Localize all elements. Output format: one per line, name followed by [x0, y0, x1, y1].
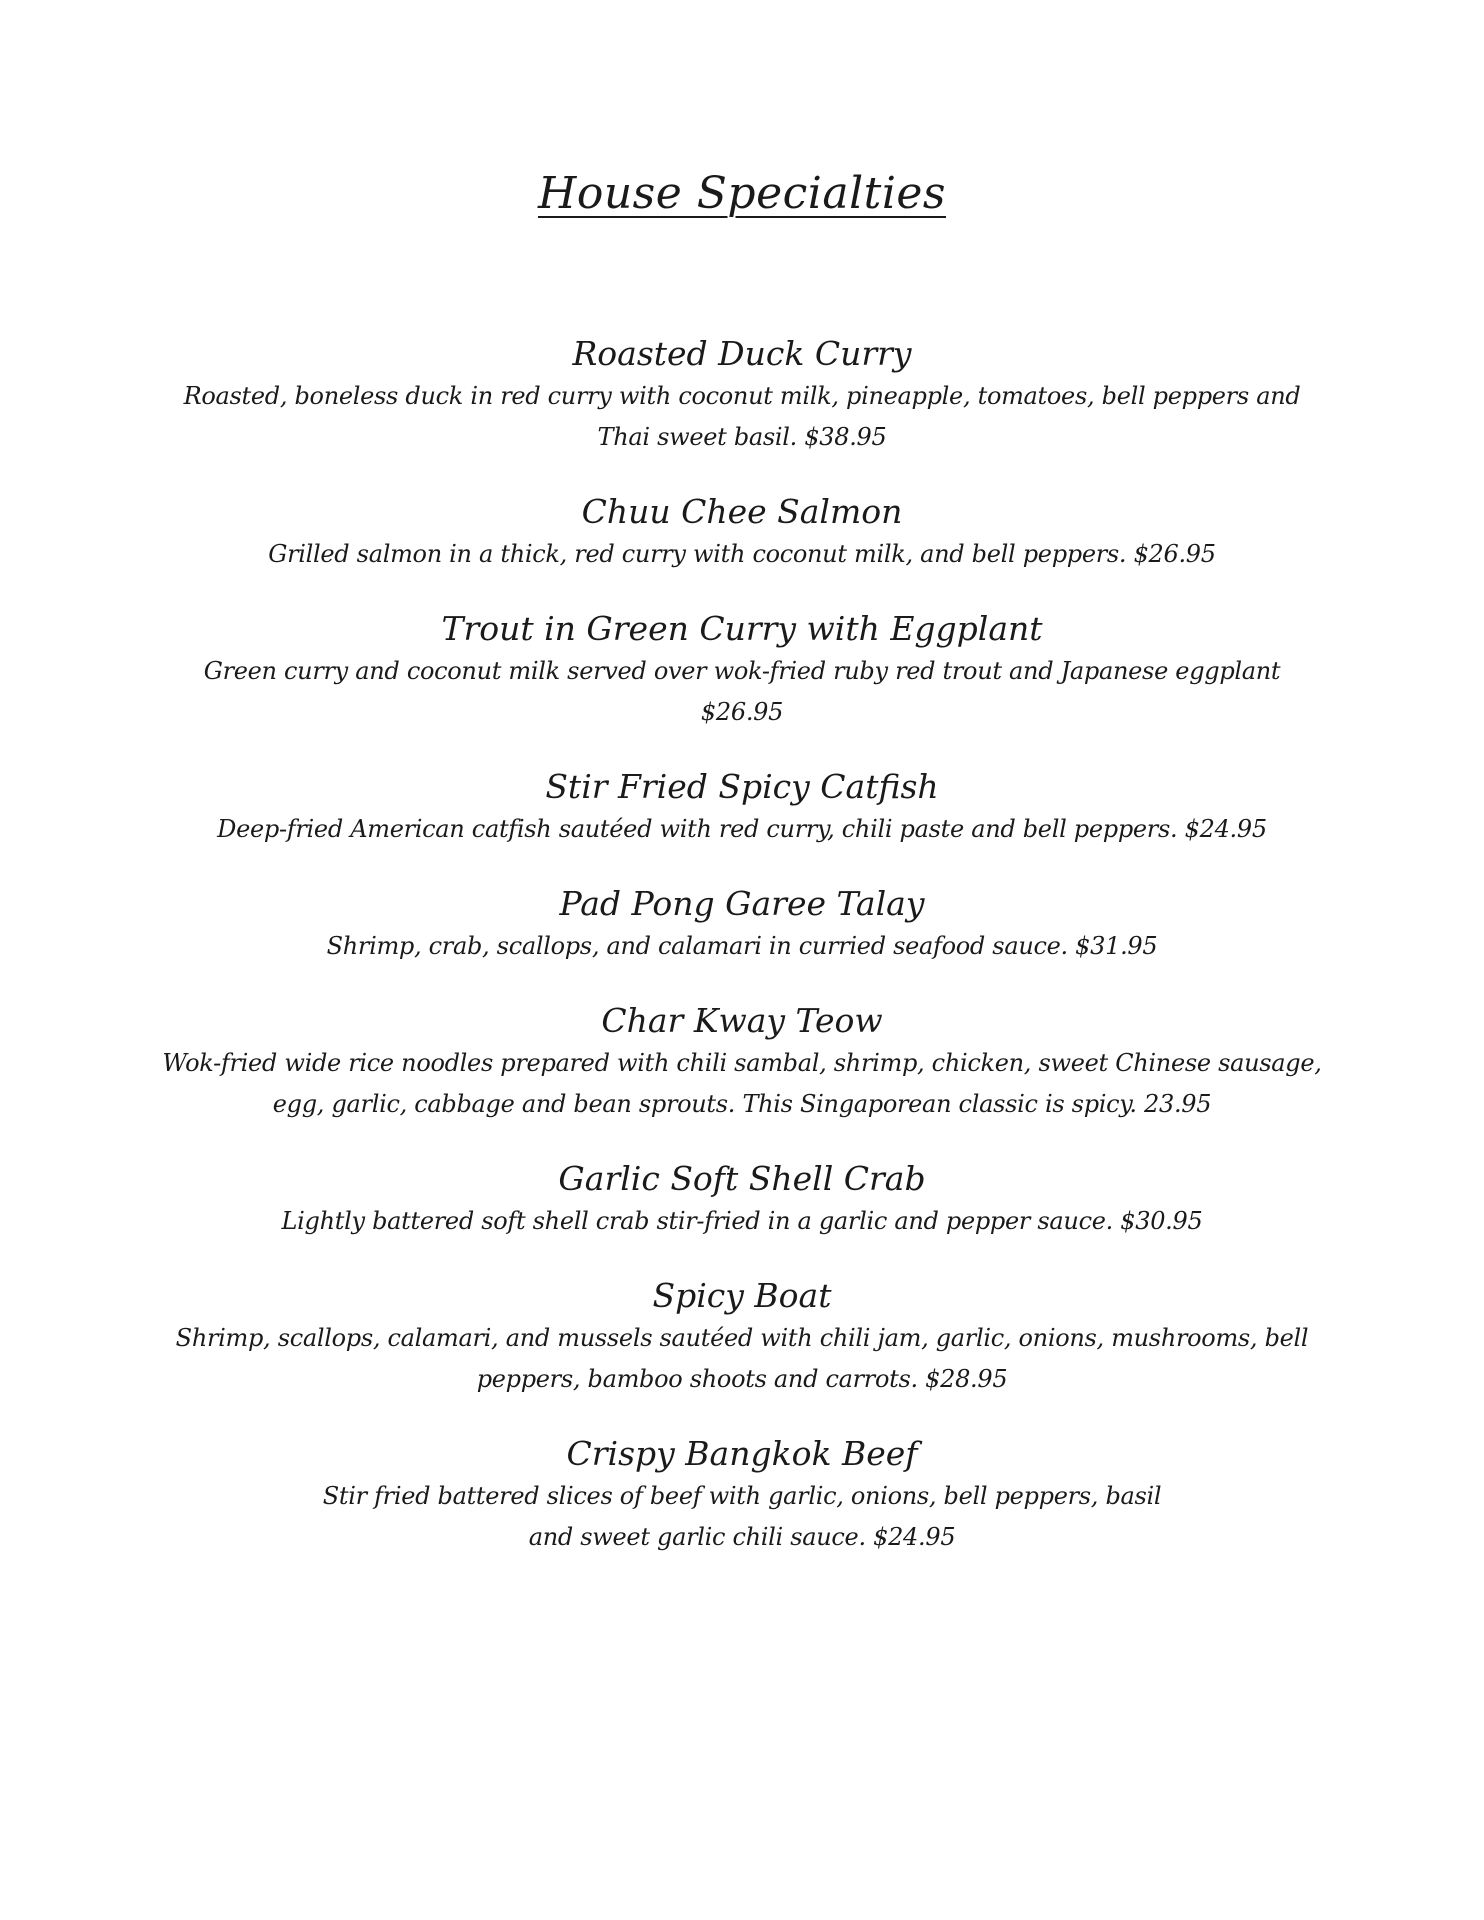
menu-item-stir-fried-spicy-catfish — [150, 767, 1334, 850]
menu-item-description-line: Wok-fried wide rice noodles prepared with chili sambal, shrimp, chicken, sweet Chinese sausage, — [162, 1049, 1322, 1077]
menu-item-description-line: Lightly battered soft shell crab stir-fried in a garlic and pepper sauce. $30.95 — [281, 1207, 1203, 1235]
menu-item-description-line: and sweet garlic chili sauce. $24.95 — [528, 1523, 956, 1551]
menu-item-chuu-chee-salmon — [150, 492, 1334, 575]
menu-item-name: Stir Fried Spicy Catfish — [545, 767, 939, 806]
menu-item-description-line: Stir fried battered slices of beef with garlic, onions, bell peppers, basil — [322, 1482, 1162, 1510]
page-title-text: House Specialties — [537, 168, 947, 219]
menu-item-spicy-boat — [150, 1276, 1334, 1400]
menu-item-roasted-duck-curry — [150, 334, 1334, 458]
menu-item-name: Roasted Duck Curry — [572, 334, 912, 373]
menu-item-name: Garlic Soft Shell Crab — [558, 1159, 926, 1198]
menu-item-name: Trout in Green Curry with Eggplant — [441, 609, 1043, 648]
menu-item-description-line: Thai sweet basil. $38.95 — [597, 423, 887, 451]
page-title — [0, 168, 1484, 219]
menu-item-name: Char Kway Teow — [601, 1001, 883, 1040]
menu-item-name: Chuu Chee Salmon — [581, 492, 903, 531]
menu-item-description-line: Deep-fried American catfish sautéed with red curry, chili paste and bell peppers. $24.95 — [217, 815, 1267, 843]
menu-item-trout-green-curry — [150, 609, 1334, 733]
menu-item-name: Crispy Bangkok Beef — [566, 1434, 918, 1473]
menu-item-description-line: $26.95 — [700, 698, 784, 726]
menu-item-description-line: Shrimp, crab, scallops, and calamari in curried seafood sauce. $31.95 — [326, 932, 1158, 960]
menu-item-description-line: Shrimp, scallops, calamari, and mussels sautéed with chili jam, garlic, onions, mushrooms, bell — [175, 1324, 1309, 1352]
menu-item-description-line: peppers, bamboo shoots and carrots. $28.95 — [476, 1365, 1008, 1393]
menu-item-description-line: Roasted, boneless duck in red curry with coconut milk, pineapple, tomatoes, bell peppers and — [183, 382, 1301, 410]
menu-item-name: Spicy Boat — [652, 1276, 832, 1315]
menu-item-garlic-soft-shell-crab — [150, 1159, 1334, 1242]
menu-items — [150, 334, 1334, 1592]
menu-item-pad-pong-garee-talay — [150, 884, 1334, 967]
menu-item-description-line: egg, garlic, cabbage and bean sprouts. This Singaporean classic is spicy. 23.95 — [272, 1090, 1212, 1118]
menu-item-description-line: Green curry and coconut milk served over wok-fried ruby red trout and Japanese eggplant — [203, 657, 1281, 685]
menu-item-name: Pad Pong Garee Talay — [559, 884, 925, 923]
menu-item-char-kway-teow — [150, 1001, 1334, 1125]
menu-item-description-line: Grilled salmon in a thick, red curry with coconut milk, and bell peppers. $26.95 — [268, 540, 1216, 568]
menu-item-crispy-bangkok-beef — [150, 1434, 1334, 1558]
